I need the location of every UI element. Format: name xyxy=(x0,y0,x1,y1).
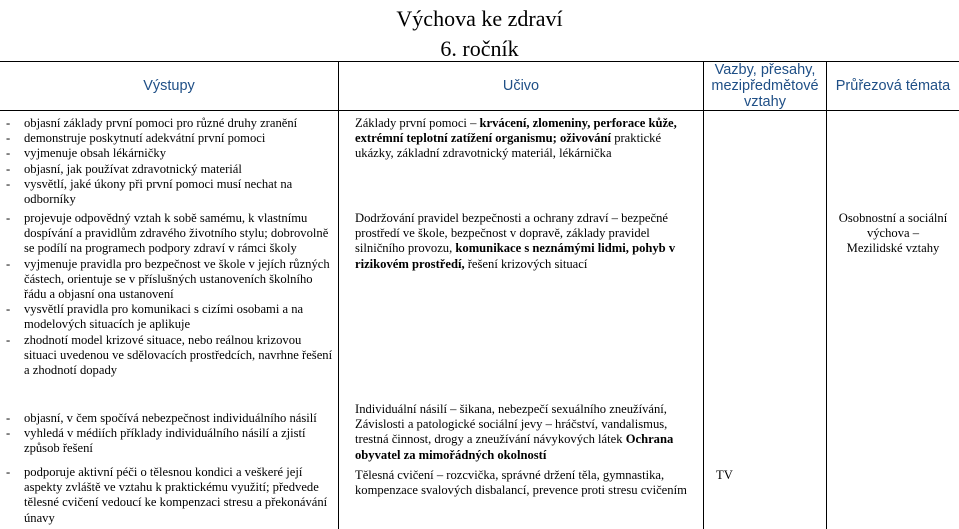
content-text-bold: komunikace s neznámými lidmi, pohyb v rizikovém prostředí, xyxy=(355,241,676,271)
list-item: - projevuje odpovědný vztah k sobě samému, k vlastnímu dospívání a pravidlům zdravého životního stylu; dobrovolně se podílí na programech podpory zdraví v rámci školy xyxy=(4,211,334,257)
header-links: Vazby, přesahy, mezipředmětové vztahy xyxy=(711,62,819,110)
list-item: - objasní, v čem spočívá nebezpečnost individuálního násilí xyxy=(4,411,334,426)
row4-links: TV xyxy=(716,468,733,482)
header-themes: Průřezová témata xyxy=(835,78,951,94)
row4-outcomes xyxy=(4,465,334,526)
row2-outcomes xyxy=(4,211,334,378)
list-item: - podporuje aktivní péči o tělesnou kondici a veškeré její aspekty zvláště ve vztahu k praktickému využití; předvede tělesné cvičení vedoucí ke kompenzaci stresu a překonávání únavy xyxy=(4,465,334,526)
list-item: - zhodnotí model krizové situace, nebo reálnou krizovou situaci uvedenou ve sdělovacích prostředcích, navrhne řešení a zhodnotí dopady xyxy=(4,333,334,379)
content-text-bold: krvácení, zlomeniny, perforace kůže, extrémní teplotní zatížení organismu; oživování xyxy=(355,116,677,146)
header-outcomes: Výstupy xyxy=(143,78,195,94)
row4-content xyxy=(355,468,697,498)
theme-label: Osobnostní a sociální výchova – xyxy=(838,211,948,241)
content-text-bold: Ochrana obyvatel za mimořádných okolností xyxy=(355,432,674,462)
content-text: Základy první pomoci – xyxy=(355,116,480,130)
content-text: Tělesná cvičení – rozcvička, správné držení těla, gymnastika, kompenzace svalových disbalancí, prevence proti stresu cvičením xyxy=(355,468,687,498)
content-text: Dodržování pravidel bezpečnosti a ochrany zdraví – bezpečné prostředí ve škole, bezpečnost v dopravě, základy pravidel silničního provozu, xyxy=(355,211,668,256)
list-item: - vyhledá v médiích příklady individuálního násilí a zjistí způsob řešení xyxy=(4,426,334,456)
list-item: - vyjmenuje pravidla pro bezpečnost ve škole v jejích různých částech, orientuje se v příslušných ustanoveních školního řádu a objasní ona ustanovení xyxy=(4,257,334,303)
header-divider xyxy=(0,110,959,111)
row1-outcomes xyxy=(4,116,334,207)
list-item: - vysvětlí, jaké úkony při první pomoci musí nechat na odborníky xyxy=(4,177,334,207)
page-title: Výchova ke zdraví xyxy=(396,6,563,31)
column-divider-3 xyxy=(826,61,827,529)
row2-themes xyxy=(829,211,957,257)
header-content: Učivo xyxy=(502,78,540,94)
column-divider-2 xyxy=(703,61,704,529)
row3-content xyxy=(355,402,697,463)
list-item: - demonstruje poskytnutí adekvátní první pomoci xyxy=(4,131,334,146)
column-divider-1 xyxy=(338,61,339,529)
content-text: řešení krizových situací xyxy=(464,256,588,271)
content-text: Individuální násilí – šikana, nebezpečí sexuálního zneužívání, Závislosti a patologické sociální jevy – hráčství, vandalismus, trestná činnost, drogy a zneužívání návykových látek xyxy=(355,402,668,447)
theme-label: Mezilidské vztahy xyxy=(846,241,940,256)
row3-outcomes xyxy=(4,411,334,457)
row2-content xyxy=(355,211,697,272)
list-item: - vysvětlí pravidla pro komunikaci s cizími osobami a na modelových situacích je aplikuje xyxy=(4,302,334,332)
list-item: - objasní základy první pomoci pro různé druhy zranění xyxy=(4,116,334,131)
row1-content xyxy=(355,116,697,162)
grade-title: 6. ročník xyxy=(440,36,519,61)
list-item: - vyjmenuje obsah lékárničky xyxy=(4,146,334,161)
list-item: - objasní, jak používat zdravotnický materiál xyxy=(4,162,334,177)
content-text: praktické ukázky, základní zdravotnický materiál, lékárnička xyxy=(355,131,662,161)
